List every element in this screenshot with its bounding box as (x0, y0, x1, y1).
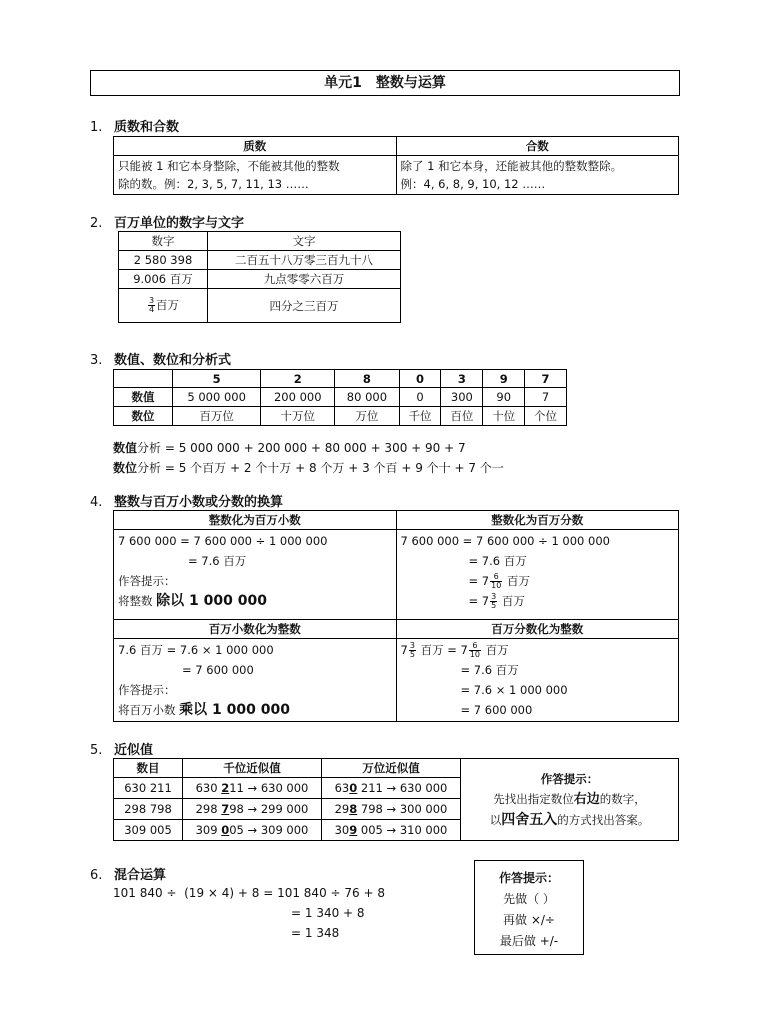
page-title: 单元1 整数与运算 (90, 70, 680, 96)
section-6-heading: 6. 混合运算 (90, 868, 167, 883)
section-5-heading: 5. 近似值 (90, 743, 154, 758)
mixed-operation-tip: 作答提示： 先做（ ） 再做 ×/÷ 最后做 +/- (474, 860, 584, 955)
int-to-fraction-cell: 7 600 000 = 7 600 000 ÷ 1 000 000 = 7.6 百万 = 7 $\frac{6}{10}$ 百万 = 7 $\frac{3}{5}$ 百万 (396, 530, 679, 620)
section-3-heading: 3. 数值、数位和分析式 (90, 353, 232, 368)
mixed-operation-steps: 101 840 ÷ (19 × 4) + 8 = 101 840 ÷ 76 + 8 = 1 340 + 8 = 1 348 (113, 886, 385, 940)
section-4-heading: 4. 整数与百万小数或分数的换算 (90, 495, 284, 510)
number-words-table: 数字 文字 2 580 398 二百五十八万零三百九十八 9.006 百万 九点零零六百万 $\frac{3}{4}$ 百万 四分之三百万 (118, 231, 401, 323)
int-to-decimal-cell: 7 600 000 = 7 600 000 ÷ 1 000 000 = 7.6 百万 作答提示： 将整数 除以 1 000 000 (114, 530, 397, 620)
place-expansion: 数位分析 = 5 个百万 + 2 个十万 + 8 个万 + 3 个百 + 9 个十 + 7 个一 (113, 461, 504, 475)
place-value-table: 5 2 8 0 3 9 7 数值 5 000 000 200 000 80 000 0 300 90 7 数位 百万位 十万位 万位 千位 百位 十位 个位 (113, 369, 567, 426)
decimal-to-int-cell: 7.6 百万 = 7.6 × 1 000 000 = 7 600 000 作答提示： 将百万小数 乘以 1 000 000 (114, 639, 397, 722)
prime-composite-table (113, 136, 679, 195)
section-2-heading: 2. 百万单位的数字与文字 (90, 216, 245, 231)
section-1-heading: 1. 质数和合数 (90, 120, 180, 135)
conversion-table: 整数化为百万小数 整数化为百万分数 7 600 000 = 7 600 000 ÷ 1 000 000 = 7.6 百万 作答提示： 将整数 除以 1 000 000 7 600 000 = 7 600 000 ÷ 1 000 000 = 7.6 百万 = 7 $\frac{6}{10}$ 百万 = 7 $\frac{3}{5}$ 百万 百万小数化为整数 百万分数化为整数 7.6 百万 = 7.6 × 1 000 000 = 7 600 000 作答提示： 将百万小数 乘以 1 000 000 7 $\frac{3}{5}$ 百万 = 7 $\frac{6}{10}$ 百万 = 7.6 百万 = 7.6 × 1 000 000 = 7 600 000 (113, 510, 679, 722)
fraction-to-int-cell: 7 $\frac{3}{5}$ 百万 = 7 $\frac{6}{10}$ 百万 = 7.6 百万 = 7.6 × 1 000 000 = 7 600 000 (396, 639, 679, 722)
prime-definition: 只能被 1 和它本身整除，不能被其他的整数 除的数。例：2, 3, 5, 7, 11, 13 …… (114, 156, 397, 195)
rounding-table: 数目 千位近似值 万位近似值 作答提示： 先找出指定数位右边的数字， 以四舍五入的方式找出答案。 630 211 630 211 → 630 000 630 211 → 630 000 298 798 298 798 → 299 000 298 798 → 300 000 309 005 309 005 → 309 000 309 005 → 310 000 (113, 758, 679, 841)
prime-header: 质数 (114, 137, 397, 156)
composite-definition: 除了 1 和它本身，还能被其他的整数整除。 例：4, 6, 8, 9, 10, 12 …… (396, 156, 679, 195)
rounding-tip-cell: 作答提示： 先找出指定数位右边的数字， 以四舍五入的方式找出答案。 (461, 759, 679, 841)
value-expansion: 数值分析 = 5 000 000 + 200 000 + 80 000 + 300 + 90 + 7 (113, 441, 466, 455)
composite-header: 合数 (396, 137, 679, 156)
